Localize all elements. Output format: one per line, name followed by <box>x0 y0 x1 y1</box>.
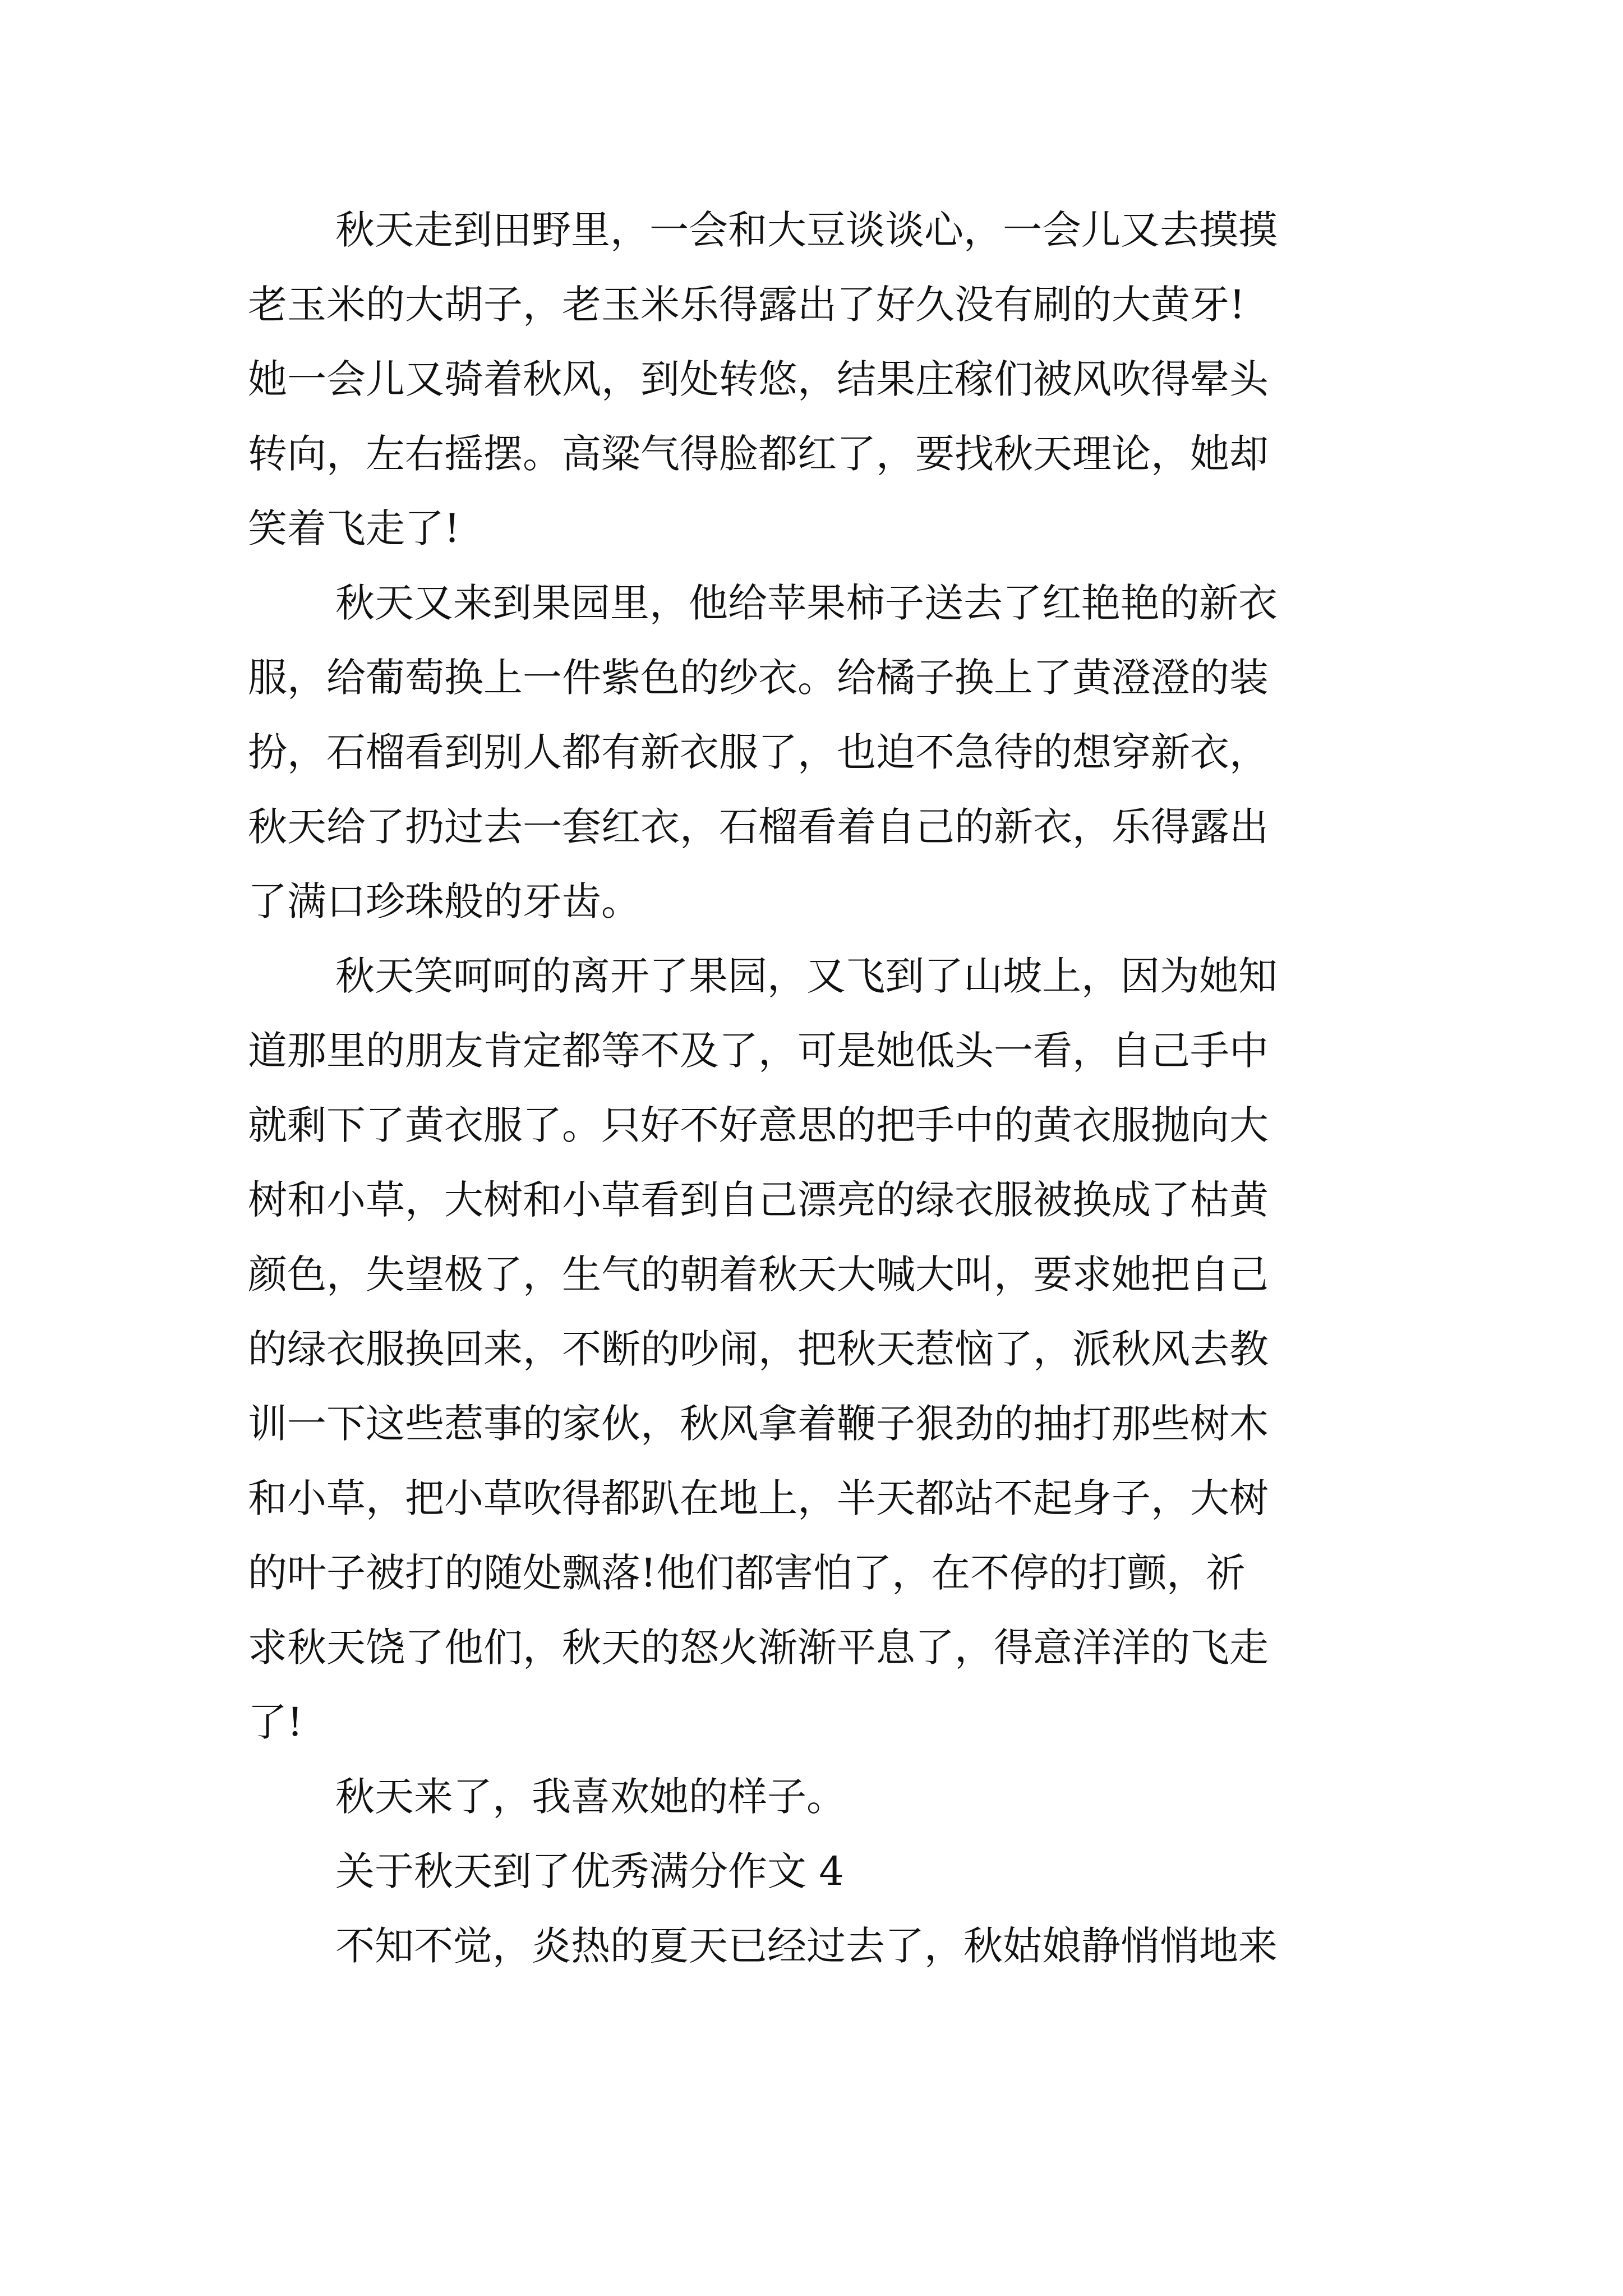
text-line: 求秋天饶了他们，秋天的怒火渐渐平息了，得意洋洋的飞走 <box>248 1625 1269 1671</box>
text-line: 服，给葡萄换上一件紫色的纱衣。给橘子换上了黄澄澄的装 <box>248 655 1269 701</box>
text-line: 道那里的朋友肯定都等不及了，可是她低头一看，自己手中 <box>248 1028 1269 1074</box>
text-line: 老玉米的大胡子，老玉米乐得露出了好久没有刷的大黄牙! <box>248 282 1246 328</box>
text-line: 秋天走到田野里，一会和大豆谈谈心，一会儿又去摸摸 <box>335 207 1278 253</box>
text-line: 笑着飞走了! <box>248 505 460 551</box>
text-line: 了满口珍珠般的牙齿。 <box>248 878 640 924</box>
text-line: 不知不觉，炎热的夏天已经过去了，秋姑娘静悄悄地来 <box>335 1923 1278 1969</box>
text-line: 就剩下了黄衣服了。只好不好意思的把手中的黄衣服抛向大 <box>248 1102 1269 1148</box>
text-line: 扮，石榴看到别人都有新衣服了，也迫不急待的想穿新衣， <box>248 729 1269 775</box>
text-line: 了! <box>248 1699 303 1745</box>
text-line: 树和小草，大树和小草看到自己漂亮的绿衣服被换成了枯黄 <box>248 1177 1269 1223</box>
text-line: 秋天笑呵呵的离开了果园，又飞到了山坡上，因为她知 <box>335 953 1278 999</box>
text-line: 秋天又来到果园里，他给苹果柿子送去了红艳艳的新衣 <box>335 580 1278 626</box>
text-line: 她一会儿又骑着秋风，到处转悠，结果庄稼们被风吹得晕头 <box>248 356 1269 402</box>
text-line: 训一下这些惹事的家伙，秋风拿着鞭子狠劲的抽打那些树木 <box>248 1401 1269 1447</box>
text-line: 颜色，失望极了，生气的朝着秋天大喊大叫，要求她把自己 <box>248 1251 1269 1297</box>
text-line: 转向，左右摇摆。高粱气得脸都红了，要找秋天理论，她却 <box>248 431 1269 477</box>
text-line: 秋天给了扔过去一套红衣，石榴看着自己的新衣，乐得露出 <box>248 804 1269 850</box>
text-line: 的叶子被打的随处飘落!他们都害怕了，在不停的打颤，祈 <box>248 1550 1246 1596</box>
section-heading: 关于秋天到了优秀满分作文 4 <box>335 1848 844 1894</box>
text-line: 和小草，把小草吹得都趴在地上，半天都站不起身子，大树 <box>248 1475 1269 1521</box>
text-line: 的绿衣服换回来，不断的吵闹，把秋天惹恼了，派秋风去教 <box>248 1326 1269 1372</box>
text-line: 秋天来了，我喜欢她的样子。 <box>335 1774 846 1820</box>
